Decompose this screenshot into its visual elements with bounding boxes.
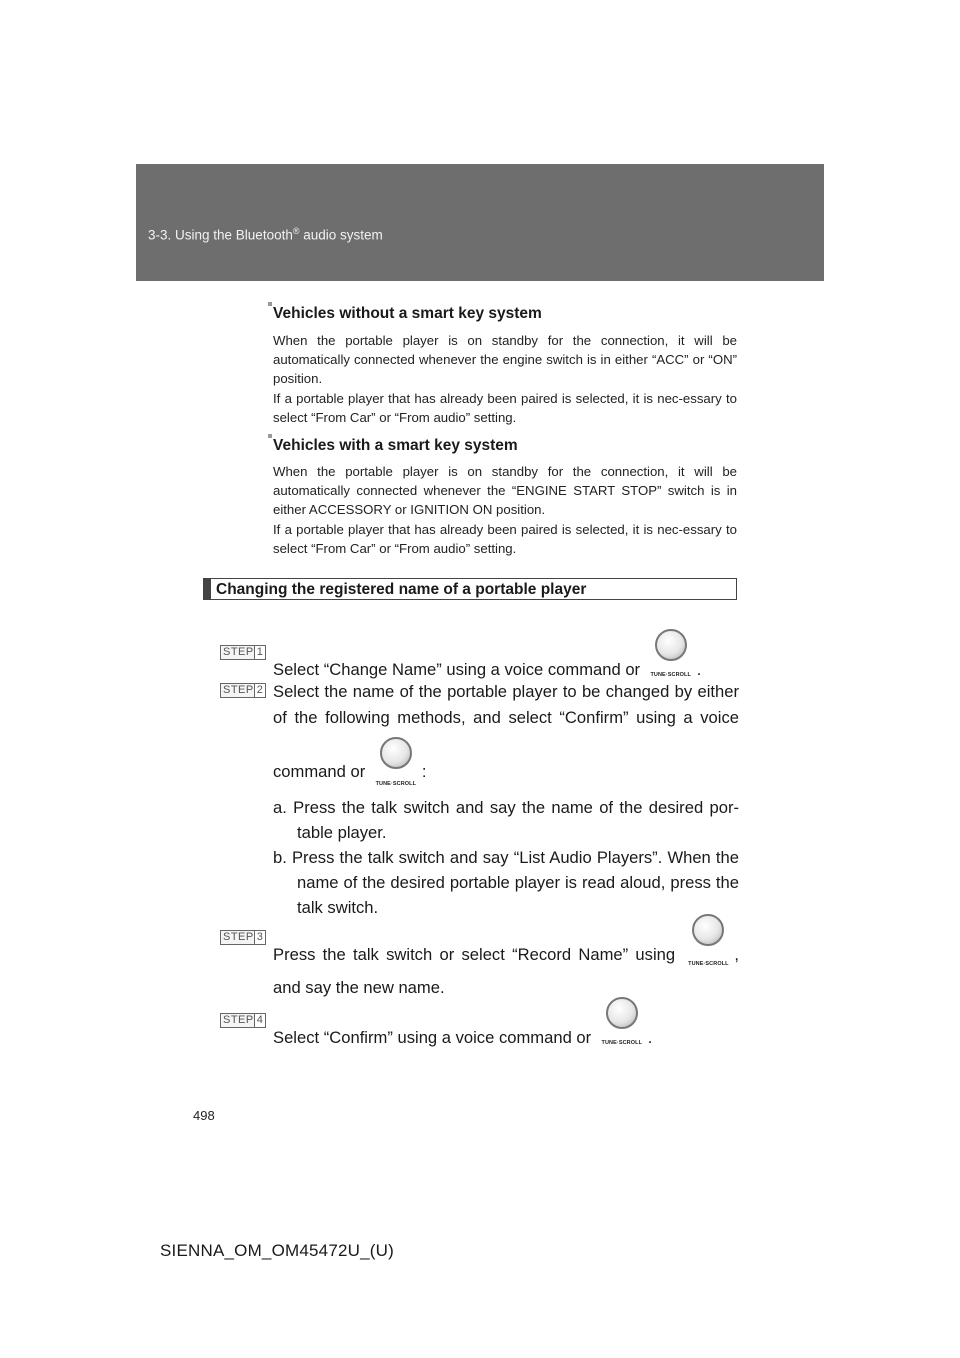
step-badge-1 [220,645,266,660]
step-badge-3 [220,930,266,945]
step-4-text: Select “Confirm” using a voice command or TUNE·SCROLL . [273,1009,739,1051]
tune-scroll-knob-icon: TUNE·SCROLL [376,749,416,791]
step-badge-word: STEP [223,1014,254,1026]
step-2-text: Select the name of the portable player to be changed by either of the following methods, and select “Confirm” using a voice command or TUNE·SCROLL : [273,679,739,791]
step-badge-word: STEP [223,684,254,696]
step-1-text: Select “Change Name” using a voice command or TUNE·SCROLL . [273,641,739,683]
step-badge-number: 2 [254,684,265,697]
tune-scroll-knob-icon: TUNE·SCROLL [651,641,691,683]
topic-title: Changing the registered name of a portable player [216,581,587,598]
method-item-b: b. Press the talk switch and say “List Audio Players”. When the name of the desired portable player is read aloud, press the talk switch. [273,848,739,917]
step-badge-word: STEP [223,646,254,658]
topic-marker-bar [204,579,211,599]
topic-heading-box [203,578,737,600]
step-badge-2 [220,683,266,698]
section-title: 3-3. Using the Bluetooth® audio system [148,226,383,243]
note-body-with-smart-key [273,462,737,558]
document-code: SIENNA_OM_OM45472U_(U) [160,1241,394,1260]
tune-scroll-knob-icon: TUNE·SCROLL [688,926,728,968]
note-paragraph: If a portable player that has already been paired is selected, it is nec-essary to select “From Car” or “From audio” setting. [273,521,737,556]
note-paragraph: When the portable player is on standby for the connection, it will be automatically connected whenever the engine switch is in either “ACC” or “ON” position. [273,333,737,387]
step-badge-number: 3 [254,931,265,944]
note-paragraph: When the portable player is on standby for the connection, it will be automatically connected whenever the “ENGINE START STOP” switch is in either ACCESSORY or IGNITION ON position. [273,464,737,518]
step-3-text: Press the talk switch or select “Record Name” using TUNE·SCROLL , and say the new name. [273,926,739,1004]
note-heading-with-smart-key: Vehicles with a smart key system [273,437,518,454]
note-paragraph: If a portable player that has already been paired is selected, it is nec-essary to select “From Car” or “From audio” setting. [273,390,737,425]
tune-scroll-knob-icon: TUNE·SCROLL [602,1009,642,1051]
note-body-without-smart-key [273,331,737,427]
method-item-a: a. Press the talk switch and say the name of the desired por-table player. [273,798,739,842]
step-badge-number: 1 [254,646,265,659]
note-heading-without-smart-key: Vehicles without a smart key system [273,305,542,322]
section-header-band [136,164,824,281]
page-number: 498 [193,1108,215,1123]
step-badge-4 [220,1013,266,1028]
step-badge-number: 4 [254,1014,265,1027]
step-badge-word: STEP [223,931,254,943]
